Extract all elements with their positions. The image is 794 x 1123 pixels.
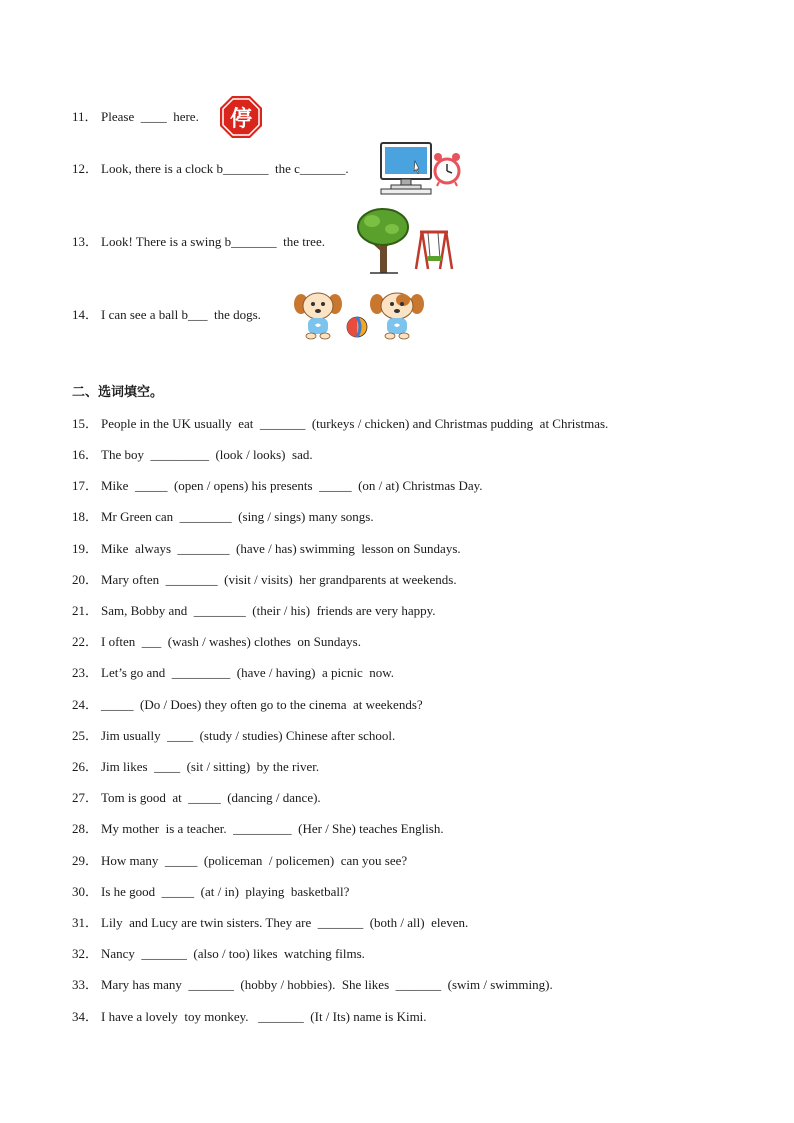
question-number: 16． (72, 447, 99, 462)
question-text: The boy _________ (look / looks) sad. (101, 447, 313, 462)
question-23 (72, 665, 394, 681)
question-text: Mike _____ (open / opens) his presents _____ (on / at) Christmas Day. (101, 478, 483, 493)
question-text: Look, there is a clock b_______ the c_______. (101, 161, 349, 176)
question-15 (72, 416, 608, 432)
question-number: 15． (72, 416, 99, 431)
question-11 (72, 109, 199, 125)
question-31 (72, 915, 468, 931)
question-number: 20． (72, 572, 99, 587)
question-text: I can see a ball b___ the dogs. (101, 307, 261, 322)
question-22 (72, 634, 361, 650)
question-13 (72, 234, 325, 250)
question-17 (72, 478, 483, 494)
question-29 (72, 853, 407, 869)
question-text: People in the UK usually eat _______ (turkeys / chicken) and Christmas pudding at Christmas. (101, 416, 609, 431)
question-26 (72, 759, 319, 775)
question-text: I often ___ (wash / washes) clothes on Sundays. (101, 634, 361, 649)
question-24 (72, 697, 423, 713)
question-32 (72, 946, 365, 962)
question-12 (72, 161, 349, 177)
question-33 (72, 977, 553, 993)
question-number: 22． (72, 634, 99, 649)
stop-sign-icon (219, 95, 263, 139)
question-text: Tom is good at _____ (dancing / dance). (101, 790, 321, 805)
question-34 (72, 1009, 427, 1025)
ball (347, 317, 367, 337)
question-number: 25． (72, 728, 99, 743)
section-title: 二、选词填空。 (72, 385, 164, 400)
dog-left (294, 293, 342, 339)
question-text: Sam, Bobby and ________ (their / his) friends are very happy. (101, 603, 436, 618)
question-number: 14． (72, 307, 99, 322)
dogs-and-ball-icon (293, 288, 427, 342)
question-text: _____ (Do / Does) they often go to the cinema at weekends? (101, 697, 423, 712)
question-25 (72, 728, 395, 744)
question-number: 24． (72, 697, 99, 712)
question-text: Please ____ here. (101, 109, 199, 124)
question-number: 19． (72, 541, 99, 556)
tree-and-swing-icon (356, 207, 454, 275)
question-20 (72, 572, 457, 588)
question-18 (72, 509, 374, 525)
question-16 (72, 447, 313, 463)
question-number: 17． (72, 478, 99, 493)
dog-right (370, 293, 424, 339)
question-number: 28． (72, 821, 99, 836)
question-text: Look! There is a swing b_______ the tree. (101, 234, 325, 249)
question-number: 13． (72, 234, 99, 249)
question-number: 21． (72, 603, 99, 618)
question-number: 29． (72, 853, 99, 868)
question-text: Nancy _______ (also / too) likes watching films. (101, 946, 365, 961)
question-number: 30． (72, 884, 99, 899)
question-text: Lily and Lucy are twin sisters. They are _______ (both / all) eleven. (101, 915, 469, 930)
question-text: Mary has many _______ (hobby / hobbies). She likes _______ (swim / swimming). (101, 977, 553, 992)
question-text: How many _____ (policeman / policemen) can you see? (101, 853, 408, 868)
question-14 (72, 307, 261, 323)
question-number: 12． (72, 161, 99, 176)
question-text: Mary often ________ (visit / visits) her grandparents at weekends. (101, 572, 457, 587)
question-number: 34． (72, 1009, 99, 1024)
question-27 (72, 790, 321, 806)
question-text: Is he good _____ (at / in) playing basketball? (101, 884, 350, 899)
question-text: Mr Green can ________ (sing / sings) many songs. (101, 509, 374, 524)
computer-and-clock-icon (379, 141, 465, 195)
question-21 (72, 603, 436, 619)
question-number: 31． (72, 915, 99, 930)
question-30 (72, 884, 349, 900)
question-text: Let’s go and _________ (have / having) a picnic now. (101, 665, 395, 680)
question-19 (72, 541, 461, 557)
question-number: 26． (72, 759, 99, 774)
question-number: 11． (72, 109, 98, 124)
question-number: 23． (72, 665, 99, 680)
question-text: Mike always ________ (have / has) swimming lesson on Sundays. (101, 541, 461, 556)
question-text: Jim usually ____ (study / studies) Chinese after school. (101, 728, 396, 743)
question-text: Jim likes ____ (sit / sitting) by the river. (101, 759, 320, 774)
question-number: 27． (72, 790, 99, 805)
stop-sign-char: 停 (229, 107, 253, 132)
question-number: 32． (72, 946, 99, 961)
question-text: I have a lovely toy monkey. _______ (It / Its) name is Kimi. (101, 1009, 427, 1024)
question-number: 33． (72, 977, 99, 992)
question-28 (72, 821, 444, 837)
question-number: 18． (72, 509, 99, 524)
question-text: My mother is a teacher. _________ (Her / She) teaches English. (101, 821, 444, 836)
